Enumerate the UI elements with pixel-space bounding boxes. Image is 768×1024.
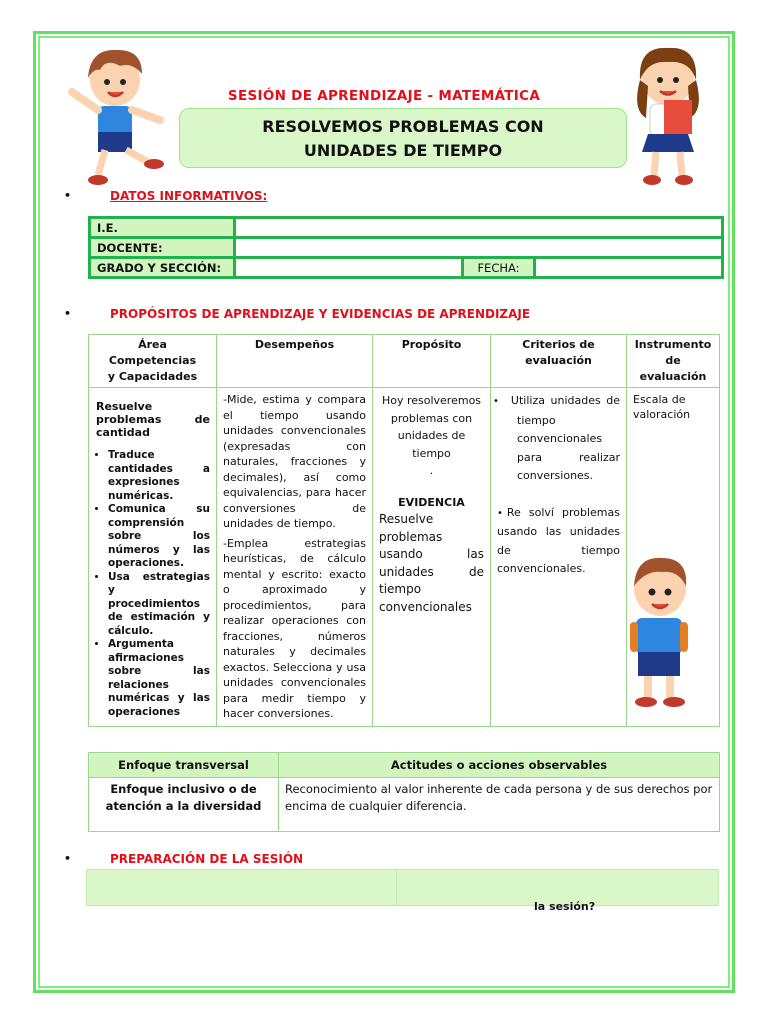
- grado-value: [235, 258, 463, 278]
- capacidad-item: • Traduce cantidades a expresiones numéricas.: [108, 449, 210, 503]
- instrumento-text: Escala de valoración: [633, 393, 691, 421]
- datos-heading: • DATOS INFORMATIVOS:: [110, 189, 267, 203]
- competencia-text: Resuelve problemas de cantidad: [96, 400, 210, 439]
- ie-label: I.E.: [90, 218, 235, 238]
- header-criterios: Criterios de evaluación: [491, 335, 627, 388]
- criterio-1: • Utiliza unidades de tiempo convencionales para realizar conversiones.: [493, 394, 620, 482]
- capacidad-item: • Comunica su comprensión sobre los números y las operaciones.: [108, 503, 210, 571]
- main-title-line2: UNIDADES DE TIEMPO: [303, 141, 503, 160]
- enfoque-table: [88, 752, 720, 832]
- main-title-line1: RESOLVEMOS PROBLEMAS CON: [262, 117, 544, 136]
- capacidad-item: • Usa estrategias y procedimientos de estimación y cálculo.: [108, 571, 210, 639]
- desempeno-2: -Emplea estrategias heurísticas, de cálculo mental y escrito: exacto o aproximado y procedimientos, para realizar operaciones con fracciones, números naturales y decimales exactos. Selecciona y usa unidades convencionales para medir tiempo y hacer conversiones.: [223, 536, 366, 720]
- header-desempenos: Desempeños: [217, 335, 373, 388]
- header-instrumento: Instrumento de evaluación: [627, 335, 720, 388]
- preparacion-cut-text: la sesión?: [534, 900, 596, 913]
- fecha-label: FECHA:: [463, 258, 535, 278]
- enfoque-header-left: Enfoque transversal: [89, 753, 279, 778]
- proposito-dot: .: [429, 464, 434, 477]
- capacidad-item: • Argumenta afirmaciones sobre las relaciones numéricas y las operaciones: [108, 638, 210, 719]
- instrumento-cell: [627, 388, 720, 727]
- propositos-heading: • PROPÓSITOS DE APRENDIZAJE Y EVIDENCIAS DE APRENDIZAJE: [110, 307, 530, 321]
- enfoque-name: Enfoque inclusivo o de atención a la diversidad: [89, 778, 279, 832]
- docente-label: DOCENTE:: [90, 238, 235, 258]
- preparacion-divider: [396, 869, 397, 906]
- competencia-cell: [89, 388, 217, 727]
- evidencia-label: EVIDENCIA: [398, 495, 465, 509]
- criterios-cell: [491, 388, 627, 727]
- proposito-text: Hoy resolveremos problemas con unidades de tiempo: [381, 394, 482, 460]
- proposito-cell: [373, 388, 491, 727]
- header-area: Área Competencias y Capacidades: [89, 335, 217, 388]
- docente-value: [235, 238, 723, 258]
- fecha-value: [535, 258, 723, 278]
- header-proposito: Propósito: [373, 335, 491, 388]
- capacidades-list: [96, 449, 210, 719]
- desempeno-1: -Mide, estima y compara el tiempo usando unidades convencionales (expresadas con naturales, fracciones y decimales), así como equivalencias, para hacer conversiones de unidades de tiempo.: [223, 393, 366, 530]
- girl-with-books-illustration: [620, 40, 715, 188]
- propositos-table: [88, 334, 720, 727]
- preparacion-table: [86, 869, 719, 906]
- enfoque-header-right: Actitudes o acciones observables: [279, 753, 720, 778]
- evidencia-text: Resuelve problemas usando las unidades de tiempo convencionales: [379, 512, 484, 614]
- main-title-box: [179, 108, 627, 168]
- criterio-2: • Re solví problemas usando las unidades de tiempo convencionales.: [497, 505, 620, 575]
- ie-value: [235, 218, 723, 238]
- session-title: SESIÓN DE APRENDIZAJE - MATEMÁTICA: [227, 88, 541, 104]
- enfoque-text: Reconocimiento al valor inherente de cada persona y de sus derechos por encima de cualquier diferencia.: [279, 778, 720, 832]
- grado-label: GRADO Y SECCIÓN:: [90, 258, 235, 278]
- datos-table: [88, 216, 724, 279]
- desempenos-cell: [217, 388, 373, 727]
- bullet-icon: •: [497, 507, 503, 519]
- boy-jumping-illustration: [60, 40, 175, 190]
- preparacion-heading: • PREPARACIÓN DE LA SESIÓN: [110, 852, 303, 866]
- bullet-icon: •: [493, 396, 499, 407]
